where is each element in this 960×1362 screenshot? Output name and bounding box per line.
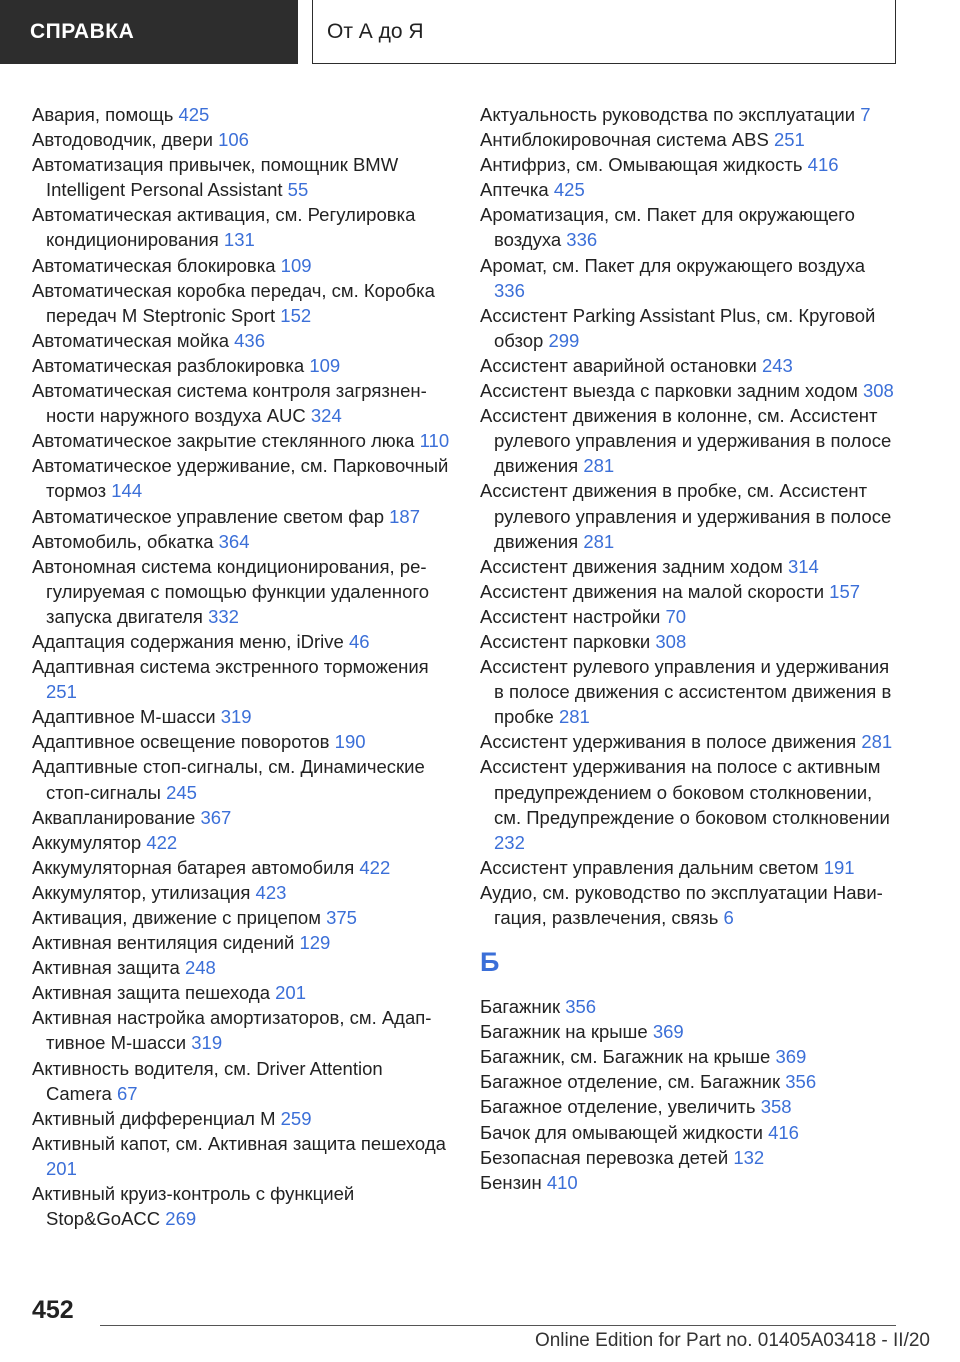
index-entry — [480, 1069, 900, 1094]
index-entry-term: Ароматизация, см. Пакет для окружающего воздуха — [480, 204, 855, 251]
index-entry-term: Автоматическая мойка — [32, 329, 229, 351]
section-tab — [0, 0, 298, 64]
index-entry-term: Ассистент выезда с парковки задним ходом — [480, 380, 858, 402]
index-entry — [32, 1131, 452, 1181]
index-page-link[interactable]: 425 — [178, 104, 210, 125]
index-page-link[interactable]: 436 — [234, 329, 265, 351]
index-entry-term: Багажник, см. Багажник на крыше — [480, 1046, 771, 1068]
index-page-link[interactable]: 425 — [553, 179, 585, 201]
index-page-link[interactable]: 232 — [494, 831, 525, 853]
index-page-link[interactable]: 152 — [280, 304, 312, 326]
index-entry-term: Активная защита пешехода — [32, 982, 270, 1004]
index-entry — [32, 253, 452, 278]
index-entry-term: Автоматизация привычек, помощник BMW Intelligent Personal Assistant — [32, 154, 399, 201]
index-letter-heading: Б — [480, 947, 500, 978]
index-entry-term: Багажник на крыше — [480, 1021, 648, 1043]
index-page-link[interactable]: 110 — [419, 430, 450, 452]
index-entry-term: Адаптивная система экстренного торможения — [32, 656, 429, 678]
index-page-link[interactable]: 190 — [334, 731, 366, 753]
index-page-link[interactable]: 308 — [655, 630, 687, 652]
index-entry-term: Активная вентиляция сидений — [32, 932, 295, 954]
index-entry-term: Аквапланирование — [32, 806, 196, 828]
index-entry — [480, 880, 900, 930]
index-entry — [32, 554, 452, 629]
index-entry-term: Авария, помощь — [32, 104, 174, 125]
index-page-link[interactable]: 243 — [761, 354, 793, 376]
index-entry-term: Аккумулятор, утилизация — [32, 881, 251, 903]
index-group-a — [480, 102, 900, 930]
index-page-link[interactable]: 332 — [208, 605, 239, 627]
index-entry — [32, 830, 452, 855]
index-page-link[interactable]: 281 — [558, 706, 590, 728]
index-page-link[interactable]: 55 — [287, 179, 309, 201]
index-entry-term: Адаптация содержания меню, iDrive — [32, 630, 344, 652]
index-entry-term: Адаптивные стоп-сигналы, см. Динамические стоп-сигналы — [32, 756, 425, 803]
index-page-link[interactable]: 423 — [255, 881, 287, 903]
footer-edition: Online Edition for Part no. 01405A03418 - II/20 — [534, 1330, 930, 1351]
index-entry-term: Активный капот, см. Активная защита пешехода — [32, 1132, 446, 1154]
subsection-tab — [312, 0, 896, 64]
index-entry-term: Автодоводчик, двери — [32, 129, 213, 151]
index-entry — [480, 1094, 900, 1119]
index-entry-term: Антифриз, см. Омывающая жидкость — [480, 154, 803, 176]
index-entry — [480, 654, 900, 729]
index-entry — [32, 855, 452, 880]
index-page-link[interactable]: 109 — [280, 254, 312, 276]
index-column-left — [32, 102, 452, 1231]
index-entry — [32, 1181, 452, 1231]
index-entry — [32, 152, 452, 202]
index-page-link[interactable]: 187 — [389, 505, 421, 527]
index-page-link[interactable]: 131 — [223, 229, 255, 251]
index-page-link[interactable]: 248 — [184, 957, 216, 979]
index-entry-term: Ассистент Parking Assistant Plus, см. Круговой обзор — [480, 304, 876, 351]
index-page-link[interactable]: 364 — [218, 530, 250, 552]
page-number: 452 — [32, 1296, 74, 1324]
index-entry — [480, 1120, 900, 1145]
index-entry — [32, 453, 452, 503]
index-entry — [480, 202, 900, 252]
index-entry-term: Активный дифференциал M — [32, 1107, 276, 1129]
index-entry-term: Бачок для омывающей жидкости — [480, 1121, 763, 1143]
index-entry-term: Ассистент настройки — [480, 605, 661, 627]
index-entry — [480, 1019, 900, 1044]
index-entry — [480, 353, 900, 378]
index-page-link[interactable]: 308 — [862, 380, 894, 402]
index-entry — [480, 478, 900, 553]
index-entry — [480, 378, 900, 403]
index-entry — [32, 930, 452, 955]
index-entry-term: Автоматическая блокировка — [32, 254, 276, 276]
index-page-link[interactable]: 319 — [191, 1032, 223, 1054]
index-entry — [32, 980, 452, 1005]
index-entry-term: Автоматическое управление светом фар — [32, 505, 384, 527]
index-page-link[interactable]: 356 — [785, 1071, 817, 1093]
index-entry — [480, 253, 900, 303]
index-entry-term: Адаптивное M-шасси — [32, 706, 216, 728]
index-entry — [32, 905, 452, 930]
index-page-link[interactable]: 67 — [116, 1082, 138, 1104]
index-page-link[interactable]: 281 — [583, 455, 615, 477]
index-entry-term: Ассистент движения на малой скорости — [480, 580, 825, 602]
index-entry — [32, 1106, 452, 1131]
index-entry — [480, 604, 900, 629]
index-entry — [32, 654, 452, 704]
index-page-link[interactable]: 416 — [807, 154, 839, 176]
footer-divider — [100, 1325, 896, 1326]
index-entry-term: Активная настройка амортизаторов, см. Адаптивное M-шасси — [32, 1007, 432, 1054]
index-entry-term: Автоматическая коробка передач, см. Коробка передач M Steptronic Sport — [32, 279, 435, 326]
index-entry — [480, 303, 900, 353]
index-page-link[interactable]: 46 — [348, 630, 370, 652]
index-entry — [32, 704, 452, 729]
index-entry-term: Ассистент управления дальним светом — [480, 856, 819, 878]
index-entry — [480, 754, 900, 854]
index-entry — [32, 378, 452, 428]
subsection-title: От А до Я — [327, 19, 424, 43]
index-entry-term: Автоматическая активация, см. Регулировка кондиционирования — [32, 204, 416, 251]
index-page-link[interactable]: 299 — [548, 329, 580, 351]
index-entry — [480, 1170, 900, 1195]
index-page-link[interactable]: 106 — [218, 129, 249, 151]
index-page-link[interactable]: 336 — [494, 279, 525, 301]
index-group-b — [480, 994, 900, 1195]
index-entry — [32, 102, 452, 127]
index-entry — [480, 629, 900, 654]
index-page-link[interactable]: 157 — [829, 580, 861, 602]
index-entry — [480, 729, 900, 754]
index-page-link[interactable]: 369 — [775, 1046, 807, 1068]
index-page-link[interactable]: 7 — [860, 104, 871, 125]
index-page-link[interactable]: 375 — [326, 907, 357, 928]
index-page-link[interactable]: 336 — [566, 229, 598, 251]
index-page-link[interactable]: 251 — [46, 681, 77, 703]
index-entry — [32, 880, 452, 905]
index-entry-term: Ассистент рулевого управления и удерживания в полосе движения с ассистентом движения в пробке — [480, 656, 892, 728]
index-entry — [32, 1056, 452, 1106]
index-page-link[interactable]: 109 — [309, 354, 341, 376]
index-entry-term: Багажник — [480, 996, 561, 1018]
index-entry — [32, 805, 452, 830]
index-page-link[interactable]: 369 — [652, 1021, 684, 1043]
index-entry-term: Аромат, см. Пакет для окружающего воздуха — [480, 254, 866, 276]
index-entry — [32, 278, 452, 328]
index-page-link[interactable]: 191 — [823, 856, 855, 878]
index-entry-term: Автомобиль, обкатка — [32, 530, 214, 552]
index-page-link[interactable]: 367 — [200, 806, 232, 828]
index-entry-term: Автоматическая система контроля загрязненности наружного воздуха AUC — [32, 380, 427, 427]
index-page-link[interactable]: 410 — [546, 1171, 578, 1193]
index-entry-term: Активация, движение с прицепом — [32, 907, 321, 928]
index-entry-term: Актуальность руководства по эксплуатации — [480, 104, 856, 125]
index-entry-term: Ассистент парковки — [480, 630, 651, 652]
index-entry — [32, 428, 452, 453]
index-entry-term: Багажное отделение, увеличить — [480, 1096, 756, 1118]
index-entry-term: Ассистент удерживания на полосе с активным предупреждением о боковом столкновении, см. Предупреждение о боковом столкновении — [480, 756, 890, 828]
index-entry-term: Ассистент движения задним ходом — [480, 555, 783, 577]
index-entry — [32, 328, 452, 353]
index-entry — [480, 579, 900, 604]
index-entry — [32, 729, 452, 754]
index-entry-term: Аудио, см. руководство по эксплуатации Навигация, развлечения, связь — [480, 881, 883, 928]
index-entry-term: Автоматическое закрытие стеклянного люка — [32, 430, 415, 452]
index-entry — [480, 855, 900, 880]
index-column-right — [480, 102, 900, 1195]
index-entry-term: Автоматическое удерживание, см. Парковочный тормоз — [32, 455, 449, 502]
section-title: СПРАВКА — [30, 20, 135, 43]
index-entry — [32, 1005, 452, 1055]
index-page-link[interactable]: 132 — [733, 1146, 765, 1168]
index-entry-term: Адаптивное освещение поворотов — [32, 731, 330, 753]
index-page-link[interactable]: 422 — [146, 831, 178, 853]
index-entry — [32, 629, 452, 654]
index-entry-term: Безопасная перевозка детей — [480, 1146, 729, 1168]
index-page-link[interactable]: 70 — [665, 605, 687, 627]
index-page-link[interactable]: 314 — [787, 555, 819, 577]
index-entry-term: Ассистент удерживания в полосе движения — [480, 731, 857, 753]
index-entry-term: Аккумуляторная батарея автомобиля — [32, 856, 355, 878]
index-entry-term: Бензин — [480, 1171, 542, 1193]
index-page-link[interactable]: 324 — [310, 405, 342, 427]
index-entry-term: Багажное отделение, см. Багажник — [480, 1071, 781, 1093]
index-page-link[interactable]: 356 — [565, 996, 597, 1018]
index-page-link[interactable]: 319 — [220, 706, 252, 728]
index-entry-term: Активность водителя, см. Driver Attention Camera — [32, 1057, 383, 1104]
index-entry — [480, 403, 900, 478]
index-entry-term: Ассистент аварийной остановки — [480, 354, 757, 376]
index-page-link[interactable]: 201 — [46, 1157, 77, 1179]
index-page-link[interactable]: 259 — [280, 1107, 312, 1129]
index-page-link[interactable]: 269 — [165, 1208, 197, 1230]
index-page-link[interactable]: 144 — [111, 480, 143, 502]
index-entry — [32, 504, 452, 529]
index-page-link[interactable]: 281 — [583, 530, 615, 552]
index-entry — [480, 1145, 900, 1170]
index-entry — [480, 152, 900, 177]
index-page-link[interactable]: 422 — [359, 856, 391, 878]
index-entry-term: Аптечка — [480, 179, 549, 201]
index-entry-term: Антиблокировочная система ABS — [480, 129, 769, 151]
index-entry — [480, 554, 900, 579]
index-entry-term: Ассистент движения в колонне, см. Ассистент рулевого управления и удерживания в полосе движения — [480, 405, 892, 477]
index-entry-term: Аккумулятор — [32, 831, 142, 853]
index-page-link[interactable]: 358 — [760, 1096, 792, 1118]
index-entry — [32, 202, 452, 252]
index-entry-term: Активная защита — [32, 957, 180, 979]
index-entry — [480, 177, 900, 202]
index-entry — [480, 994, 900, 1019]
index-page-link[interactable]: 281 — [861, 731, 893, 753]
index-entry-term: Активный круиз-контроль с функцией Stop&GoACC — [32, 1183, 355, 1230]
index-page-link[interactable]: 129 — [299, 932, 331, 954]
index-entry — [32, 353, 452, 378]
index-entry — [480, 127, 900, 152]
index-page-link[interactable]: 201 — [275, 982, 307, 1004]
index-entry — [32, 529, 452, 554]
index-entry — [480, 1044, 900, 1069]
index-entry — [32, 955, 452, 980]
index-page-link[interactable]: 6 — [723, 907, 734, 928]
index-page-link[interactable]: 245 — [166, 781, 197, 803]
index-entry-term: Ассистент движения в пробке, см. Ассистент рулевого управления и удерживания в полосе движения — [480, 480, 892, 552]
index-entry — [480, 102, 900, 127]
index-entry-term: Автоматическая разблокировка — [32, 354, 305, 376]
index-entry-term: Автономная система кондиционирования, регулируемая с помощью функции удаленного запуска двигателя — [32, 555, 430, 627]
index-entry — [32, 754, 452, 804]
index-page-link[interactable]: 251 — [773, 129, 805, 151]
index-entry — [32, 127, 452, 152]
index-page-link[interactable]: 416 — [768, 1121, 799, 1143]
